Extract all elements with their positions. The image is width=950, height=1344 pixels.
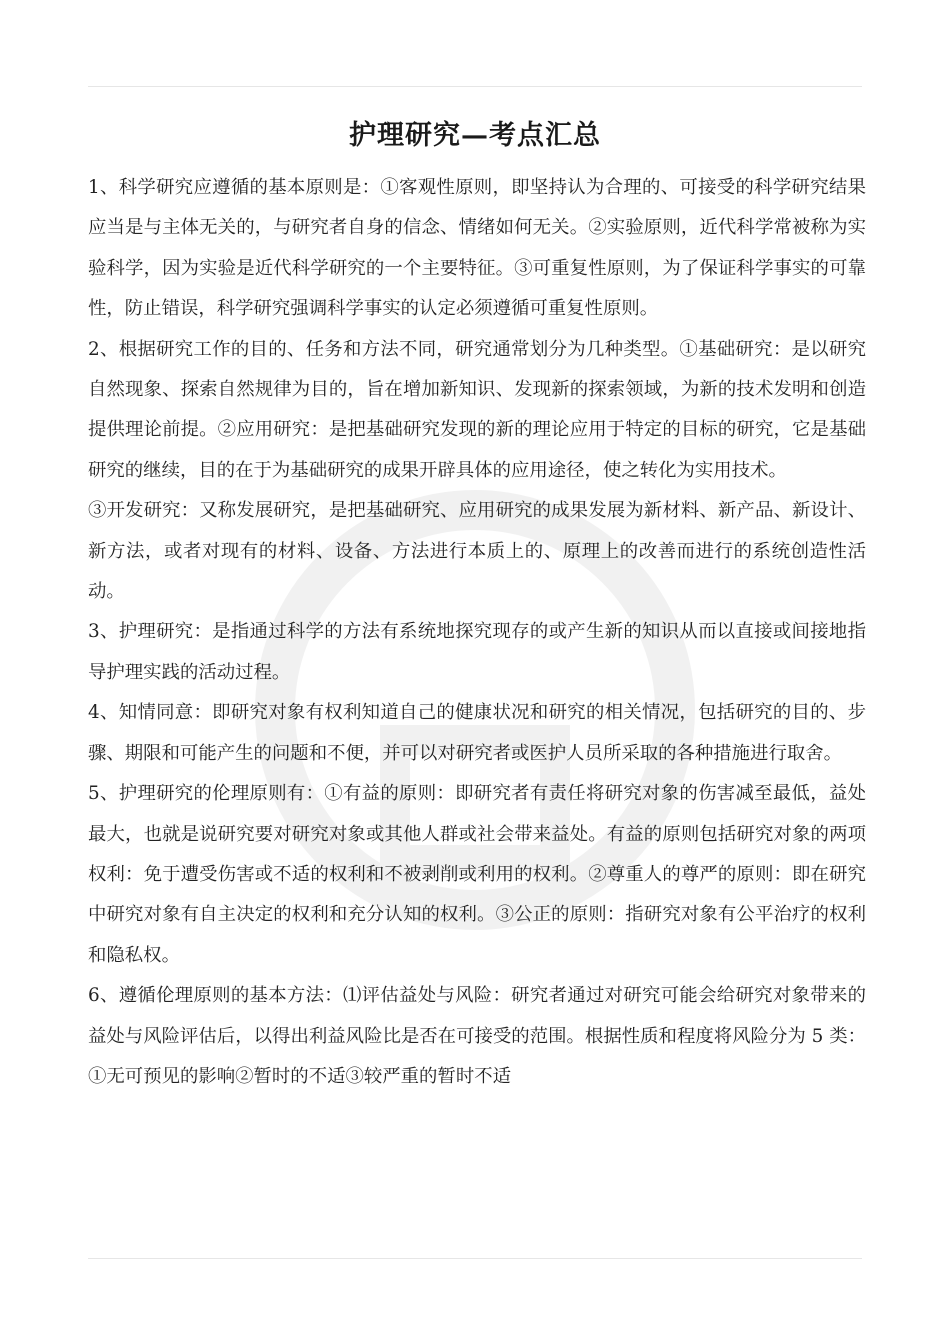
paragraph-5: 4、知情同意：即研究对象有权利知道自己的健康状况和研究的相关情况，包括研究的目的、步骤、期限和可能产生的问题和不便，并可以对研究者或医护人员所采取的各种措施进行取舍。 bbox=[88, 702, 866, 764]
paragraph-3: ③开发研究：又称发展研究，是把基础研究、应用研究的成果发展为新材料、新产品、新设计、新方法，或者对现有的材料、设备、方法进行本质上的、原理上的改善而进行的系统创造性活动。 bbox=[88, 500, 866, 603]
document-body bbox=[88, 168, 866, 1097]
paragraph-7: 6、遵循伦理原则的基本方法：⑴评估益处与风险：研究者通过对研究可能会给研究对象带来的益处与风险评估后，以得出利益风险比是否在可接受的范围。根据性质和程度将风险分为 5 类：①无可预见的影响②暂时的不适③较严重的暂时不适 bbox=[88, 985, 866, 1087]
top-divider bbox=[88, 86, 862, 87]
paragraph-6: 5、护理研究的伦理原则有：①有益的原则：即研究者有责任将研究对象的伤害减至最低，益处最大，也就是说研究要对研究对象或其他人群或社会带来益处。有益的原则包括研究对象的两项权利：免于遭受伤害或不适的权利和不被剥削或利用的权利。②尊重人的尊严的原则：即在研究中研究对象有自主决定的权利和充分认知的权利。③公正的原则：指研究对象有公平治疗的权利和隐私权。 bbox=[88, 783, 866, 966]
paragraph-4: 3、护理研究：是指通过科学的方法有系统地探究现存的或产生新的知识从而以直接或间接地指导护理实践的活动过程。 bbox=[88, 621, 866, 683]
bottom-divider bbox=[88, 1258, 862, 1259]
paragraph-2: 2、根据研究工作的目的、任务和方法不同，研究通常划分为几种类型。①基础研究：是以研究自然现象、探索自然规律为目的，旨在增加新知识、发现新的探索领域，为新的技术发明和创造提供理论前提。②应用研究：是把基础研究发现的新的理论应用于特定的目标的研究，它是基础研究的继续，目的在于为基础研究的成果开辟具体的应用途径，使之转化为实用技术。 bbox=[88, 338, 866, 481]
paragraph-1: 1、科学研究应遵循的基本原则是：①客观性原则，即坚持认为合理的、可接受的科学研究结果应当是与主体无关的，与研究者自身的信念、情绪如何无关。②实验原则，近代科学常被称为实验科学，因为实验是近代科学研究的一个主要特征。③可重复性原则，为了保证科学事实的可靠性，防止错误，科学研究强调科学事实的认定必须遵循可重复性原则。 bbox=[88, 177, 866, 320]
page-title: 护理研究—考点汇总 bbox=[349, 120, 601, 151]
